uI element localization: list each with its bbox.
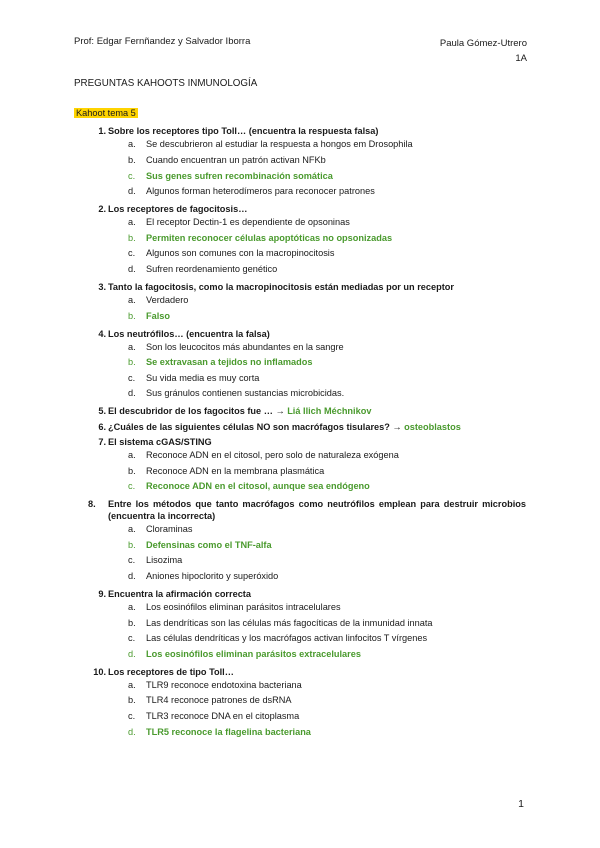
- question-text: Entre los métodos que tanto macrófagos como neutrófilos emplean para destruir microbios (encuentra la incorrecta): [108, 499, 526, 522]
- question-text: El descubridor de los fagocitos fue … →: [108, 406, 288, 417]
- option-list: [74, 600, 526, 662]
- option-item: [74, 709, 526, 725]
- option-text: Sus gránulos contienen sustancias microbicidas.: [146, 388, 345, 399]
- option-text: Falso: [146, 310, 170, 321]
- option-text: Cuando encuentran un patrón activan NFKb: [146, 154, 326, 165]
- option-letter: d.: [128, 648, 136, 659]
- question-list: [74, 108, 526, 740]
- question-number: 6.: [98, 421, 106, 432]
- question-number: 3.: [98, 281, 106, 292]
- option-item: [74, 386, 526, 402]
- option-text: Se descubrieron al estudiar la respuesta a hongos em Drosophila: [146, 139, 413, 150]
- option-text: Reconoce ADN en la membrana plasmática: [146, 465, 325, 476]
- option-list: [74, 448, 526, 495]
- option-letter: c.: [128, 481, 136, 492]
- question-text: Encuentra la afirmación correcta: [108, 588, 251, 599]
- option-text: Verdadero: [146, 294, 189, 305]
- option-item: [74, 293, 526, 309]
- option-text: Permiten reconocer células apoptóticas no opsonizadas: [146, 232, 393, 243]
- option-text: Los eosinófilos eliminan parásitos intracelulares: [146, 601, 341, 612]
- question-number: 10.: [93, 666, 106, 677]
- option-item: [74, 184, 526, 200]
- option-text: Los eosinófilos eliminan parásitos extracelulares: [146, 648, 361, 659]
- option-text: Su vida media es muy corta: [146, 372, 260, 383]
- option-text: Son los leucocitos más abundantes en la sangre: [146, 341, 344, 352]
- header-group: 1A: [515, 53, 527, 64]
- option-item: [74, 137, 526, 153]
- option-letter: c.: [128, 372, 136, 383]
- option-text: Aniones hipoclorito y superóxido: [146, 571, 279, 581]
- option-text: Algunos son comunes con la macropinocitosis: [146, 248, 335, 259]
- option-text: Reconoce ADN en el citosol, aunque sea endógeno: [146, 481, 370, 492]
- option-text: TLR5 reconoce la flagelina bacteriana: [146, 726, 311, 737]
- option-item: [74, 600, 526, 616]
- question-text: El sistema cGAS/STING: [108, 437, 212, 448]
- option-letter: a.: [128, 139, 136, 150]
- page-number: 1: [518, 798, 524, 810]
- option-letter: c.: [128, 555, 136, 566]
- option-letter: a.: [128, 294, 136, 305]
- question-answer: Liá Ilich Méchnikov: [287, 406, 372, 417]
- option-text: Defensinas como el TNF-alfa: [146, 539, 272, 550]
- option-text: Se extravasan a tejidos no inflamados: [146, 357, 313, 368]
- option-correct: [74, 479, 526, 495]
- option-item: [74, 371, 526, 387]
- option-correct: [74, 647, 526, 663]
- option-letter: c.: [128, 710, 136, 721]
- question-number: 7.: [98, 437, 106, 448]
- option-letter: d.: [128, 726, 136, 737]
- option-letter: a.: [128, 217, 136, 228]
- option-letter: b.: [128, 232, 136, 243]
- option-text: TLR3 reconoce DNA en el citoplasma: [146, 710, 300, 721]
- option-letter: b.: [128, 357, 136, 368]
- option-list: [74, 678, 526, 740]
- option-correct: [74, 355, 526, 371]
- option-text: Lisozima: [146, 555, 183, 566]
- option-text: Sufren reordenamiento genético: [146, 263, 278, 274]
- option-text: TLR9 reconoce endotoxina bacteriana: [146, 679, 302, 690]
- option-item: [74, 246, 526, 262]
- question-number: 8.: [88, 499, 96, 510]
- option-item: [74, 153, 526, 169]
- question-number: 5.: [98, 406, 106, 417]
- option-item: [74, 340, 526, 356]
- option-letter: b.: [128, 310, 136, 321]
- question-text: ¿Cuáles de las siguientes células NO son macrófagos tisulares? →: [108, 421, 405, 432]
- option-correct: [74, 169, 526, 185]
- option-list: [74, 215, 526, 277]
- option-letter: a.: [128, 450, 136, 461]
- option-list: [74, 522, 526, 584]
- option-item: [74, 215, 526, 231]
- option-letter: b.: [128, 539, 136, 550]
- option-text: Reconoce ADN en el citosol, pero solo de naturaleza exógena: [146, 450, 399, 461]
- option-letter: b.: [128, 154, 136, 165]
- option-letter: d.: [128, 571, 136, 581]
- question-text: Tanto la fagocitosis, como la macropinocitosis están mediadas por un receptor: [108, 281, 454, 292]
- page-title: PREGUNTAS KAHOOTS INMUNOLOGÍA: [74, 78, 258, 89]
- question-8: [74, 498, 526, 522]
- option-letter: c.: [128, 170, 136, 181]
- question-7: [74, 436, 526, 448]
- question-number: 9.: [98, 588, 106, 599]
- question-number: 1.: [98, 126, 106, 137]
- section-heading: Kahoot tema 5: [76, 108, 136, 118]
- option-list: [74, 340, 526, 402]
- question-9: [74, 588, 526, 600]
- option-item: [74, 631, 526, 647]
- option-text: El receptor Dectin-1 es dependiente de opsoninas: [146, 217, 350, 228]
- option-letter: d.: [128, 186, 136, 197]
- option-letter: d.: [128, 388, 136, 399]
- option-item: [74, 678, 526, 694]
- option-text: Cloraminas: [146, 524, 193, 535]
- option-letter: b.: [128, 695, 136, 706]
- option-item: [74, 522, 526, 538]
- question-text: Los neutrófilos… (encuentra la falsa): [108, 328, 270, 339]
- question-number: 2.: [98, 204, 106, 215]
- option-letter: a.: [128, 601, 136, 612]
- option-letter: c.: [128, 633, 136, 644]
- question-10: [74, 666, 526, 678]
- option-item: [74, 464, 526, 480]
- question-text: Sobre los receptores tipo Toll… (encuentra la respuesta falsa): [108, 126, 379, 137]
- question-number: 4.: [98, 328, 106, 339]
- question-5: [74, 405, 526, 417]
- option-letter: b.: [128, 465, 136, 476]
- option-letter: d.: [128, 263, 136, 274]
- question-2: [74, 203, 526, 215]
- option-text: Sus genes sufren recombinación somática: [146, 170, 333, 181]
- option-item: [74, 693, 526, 709]
- option-item: [74, 569, 526, 585]
- option-letter: a.: [128, 341, 136, 352]
- option-text: Algunos forman heterodímeros para reconocer patrones: [146, 186, 375, 197]
- question-text: Los receptores de tipo Toll…: [108, 666, 234, 677]
- option-item: [74, 553, 526, 569]
- option-letter: a.: [128, 679, 136, 690]
- option-text: Las células dendríticas y los macrófagos activan linfocitos T vírgenes: [146, 633, 428, 644]
- option-correct: [74, 309, 526, 325]
- header-student-block: [440, 36, 527, 66]
- option-item: [74, 262, 526, 278]
- option-text: TLR4 reconoce patrones de dsRNA: [146, 695, 292, 706]
- question-text: Los receptores de fagocitosis…: [108, 204, 248, 215]
- option-text: Las dendríticas son las células más fagocíticas de la inmunidad innata: [146, 617, 433, 628]
- header-authors: Prof: Edgar Fernñandez y Salvador Iborra: [74, 36, 251, 47]
- question-1: [74, 125, 526, 137]
- question-6: [74, 421, 526, 433]
- option-correct: [74, 725, 526, 741]
- option-item: [74, 616, 526, 632]
- option-correct: [74, 231, 526, 247]
- option-list: [74, 293, 526, 324]
- question-answer: osteoblastos: [404, 421, 461, 432]
- question-3: [74, 281, 526, 293]
- option-letter: c.: [128, 248, 136, 259]
- option-list: [74, 137, 526, 199]
- option-letter: a.: [128, 524, 136, 535]
- option-item: [74, 448, 526, 464]
- option-correct: [74, 538, 526, 554]
- option-letter: b.: [128, 617, 136, 628]
- header-student: Paula Gómez-Utrero: [439, 38, 527, 49]
- question-4: [74, 328, 526, 340]
